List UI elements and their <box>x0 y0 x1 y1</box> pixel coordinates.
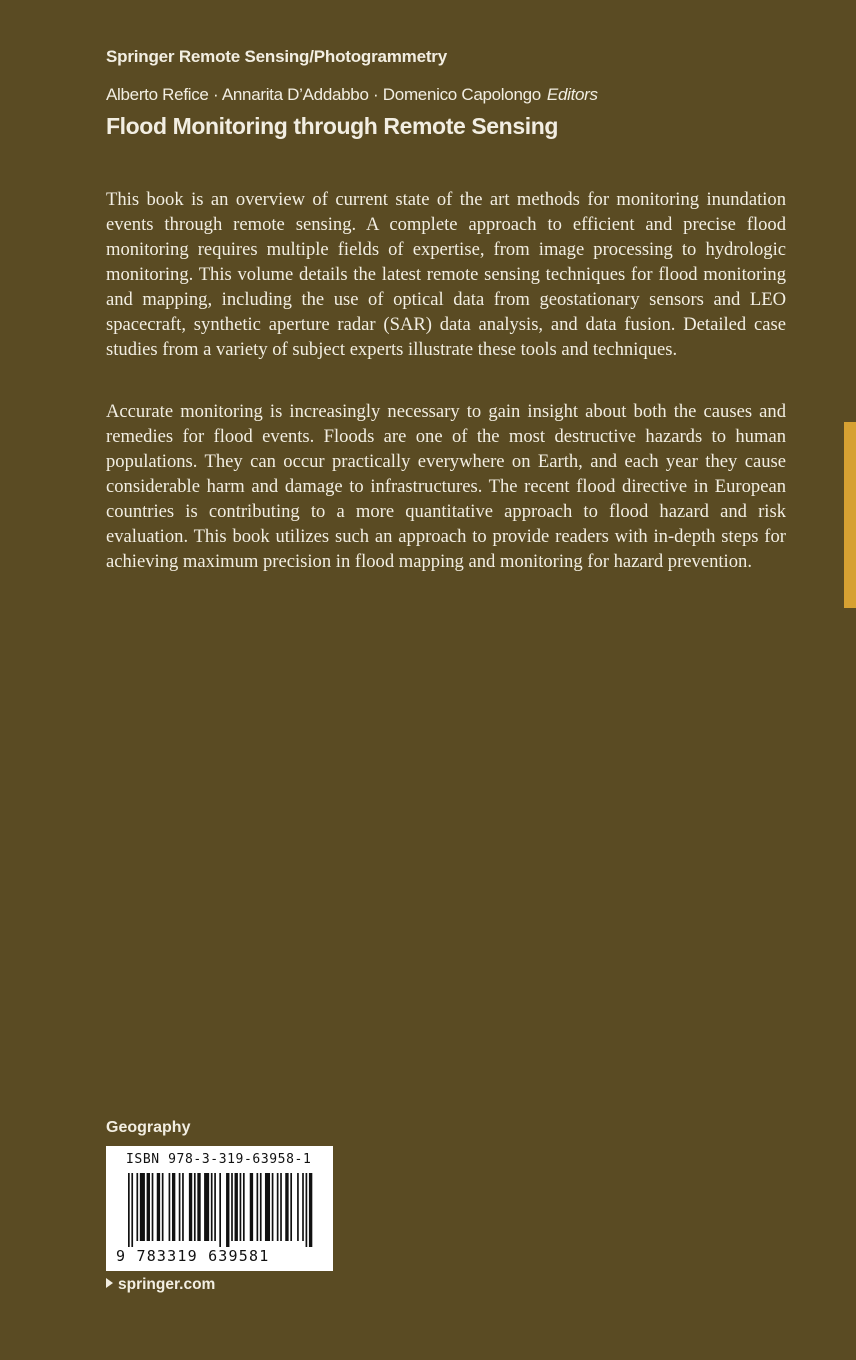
barcode-bar <box>197 1173 200 1241</box>
description-paragraph-1: This book is an overview of current state of the art methods for monitoring inundation events through remote sensing. A complete approach to efficient and precise flood monitoring requires multiple fields of expertise, from image processing to hydrologic monitoring. This volume details the latest remote sensing techniques for flood monitoring and mapping, including the use of optical data from geostationary sensors and LEO spacecraft, synthetic aperture radar (SAR) data analysis, and data fusion. Detailed case studies from a variety of subject experts illustrate these tools and techniques. <box>106 189 786 360</box>
barcode-bar <box>309 1173 312 1247</box>
series-name: Springer Remote Sensing/Photogrammetry <box>106 47 447 66</box>
barcode-bar <box>240 1173 242 1241</box>
barcode-bar <box>226 1173 229 1247</box>
barcode-bar <box>250 1173 253 1241</box>
editor-names: Alberto Refice · Annarita D’Addabbo · Domenico Capolongo <box>106 85 541 104</box>
barcode-bar <box>172 1173 175 1241</box>
barcode-bar <box>277 1173 279 1241</box>
barcode-bar <box>306 1173 308 1247</box>
barcode-bar <box>272 1173 274 1241</box>
barcode-bar <box>260 1173 262 1241</box>
barcode-bar <box>265 1173 270 1241</box>
barcode-bar <box>179 1173 181 1241</box>
barcode-bar <box>214 1173 216 1241</box>
barcode-bar <box>243 1173 245 1241</box>
arrow-right-icon <box>106 1278 113 1288</box>
barcode-bar <box>302 1173 304 1241</box>
barcode-bar <box>140 1173 145 1241</box>
barcode-bar <box>147 1173 150 1241</box>
barcode-bar <box>162 1173 164 1241</box>
barcode-bar <box>128 1173 130 1247</box>
website-label: springer.com <box>118 1276 216 1293</box>
barcode-panel <box>106 1146 333 1271</box>
barcode-bar <box>194 1173 196 1241</box>
barcode-bars <box>128 1173 314 1247</box>
barcode-bar <box>169 1173 171 1241</box>
barcode-bar <box>285 1173 288 1241</box>
book-title: Flood Monitoring through Remote Sensing <box>106 113 559 139</box>
barcode-bar <box>280 1173 282 1241</box>
barcode-bar <box>219 1173 221 1247</box>
barcode-bar <box>157 1173 160 1241</box>
barcode-bar <box>189 1173 192 1241</box>
description-paragraph-2: Accurate monitoring is increasingly necessary to gain insight about both the causes and remedies for flood events. Floods are one of the most destructive hazards to human populations. They can occur practically everywhere on Earth, and each year they cause considerable harm and damage to infrastructures. The recent flood directive in European countries is contributing to a more quantitative approach to flood hazard and risk evaluation. This book utilizes such an approach to provide readers with in-depth steps for achieving maximum precision in flood mapping and monitoring for hazard prevention. <box>106 401 786 572</box>
barcode-bar <box>204 1173 209 1241</box>
barcode-bar <box>297 1173 299 1241</box>
barcode-bar <box>257 1173 259 1241</box>
barcode-bar <box>211 1173 213 1241</box>
editors-role: Editors <box>546 85 598 104</box>
accent-stripe <box>844 422 856 608</box>
ean-digits: 9 783319 639581 <box>116 1247 270 1265</box>
barcode-bar <box>136 1173 138 1241</box>
website-link[interactable] <box>106 1276 215 1294</box>
barcode-bar <box>290 1173 292 1241</box>
editors-line <box>106 85 598 105</box>
barcode-bar <box>231 1173 233 1241</box>
barcode-bar <box>131 1173 133 1247</box>
subject-category: Geography <box>106 1119 191 1136</box>
barcode-bar <box>182 1173 184 1241</box>
barcode-bar <box>152 1173 154 1241</box>
isbn-label: ISBN 978-3-319-63958-1 <box>126 1152 312 1167</box>
barcode-bar <box>235 1173 238 1241</box>
